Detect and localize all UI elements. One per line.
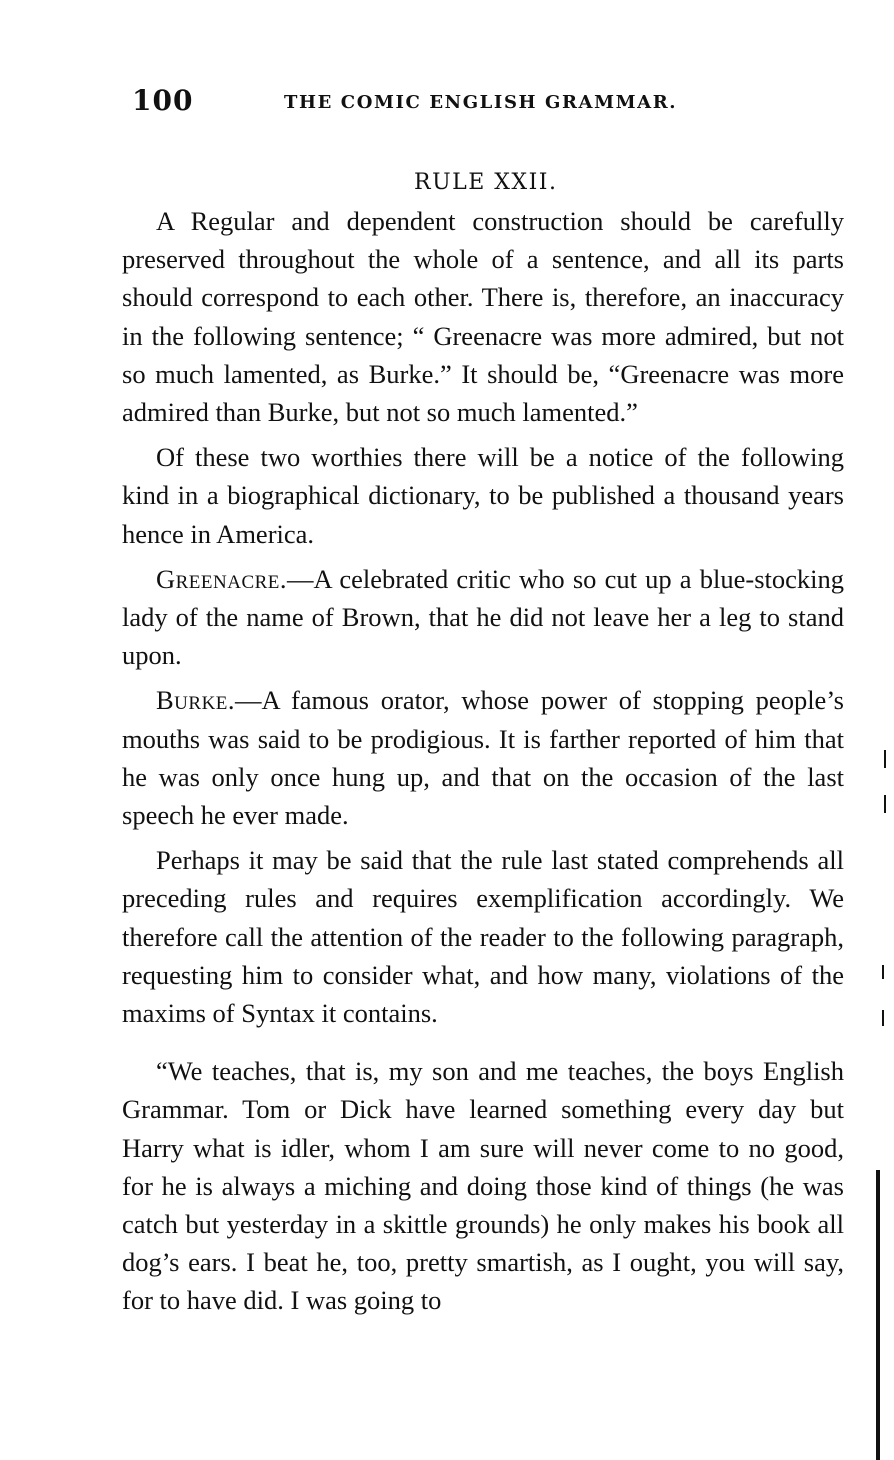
running-title: THE COMIC ENGLISH GRAMMAR.	[284, 92, 678, 113]
paragraph-rule-statement	[122, 202, 844, 431]
rule-heading: RULE XXII.	[414, 170, 558, 195]
paragraph-exemplification	[122, 841, 844, 1032]
page-header	[132, 84, 712, 120]
scan-edge-mark	[884, 795, 886, 813]
scan-edge-mark	[882, 965, 884, 979]
paragraph-text: Of these two worthies there will be a notice of the following kind in a biographical dictionary, to be published a thousand years hence in America.	[122, 442, 844, 549]
entry-headword-burke: Burke.	[156, 685, 236, 716]
page-number: 100	[132, 84, 194, 117]
paragraph-text: “We teaches, that is, my son and me teaches, the boys English Grammar. Tom or Dick have learned something every day but Harry what is idler, whom I am sure will never come to no good, for he is always a miching and doing those kind of things (he was catch but yesterday in a skittle grounds) he only makes his book all dog’s ears. I beat he, too, pretty smartish, as I ought, you will say, for to have did. I was going to	[122, 1056, 844, 1316]
paragraph-text: Perhaps it may be said that the rule last stated comprehends all preceding rules and requires exemplification accordingly. We therefore call the attention of the reader to the following paragraph, requesting him to consider what, and how many, violations of the maxims of Syntax it contains.	[122, 845, 844, 1029]
paragraph-text: —A celebrated critic who so cut up a blue-stocking lady of the name of Brown, that he did not leave her a leg to stand upon.	[122, 563, 844, 671]
scan-edge-bar	[876, 1170, 880, 1460]
scan-edge-mark	[884, 750, 886, 768]
paragraph-text: A Regular and dependent construction should be carefully preserved throughout the whole of a sentence, and all its parts should correspond to each other. There is, therefore, an inaccuracy in the following sentence; “ Greenacre was more admired, but not so much lamented, as Burke.” It should be, “Greenacre was more admired than Burke, but not so much lamented.”	[122, 206, 844, 428]
paragraph-quoted-example	[122, 1052, 844, 1319]
paragraph-burke-entry	[122, 681, 844, 834]
paragraph-greenacre-entry	[122, 560, 844, 675]
paragraph-worthies-notice	[122, 438, 844, 553]
paragraph-text: —A famous orator, whose power of stopping people’s mouths was said to be prodigious. It is farther reported of him that he was only once hung up, and that on the occasion of the last speech he ever made.	[122, 685, 844, 831]
scan-edge-mark	[882, 1010, 884, 1026]
body-text	[122, 202, 844, 1327]
entry-headword-greenacre: Greenacre.	[156, 563, 288, 594]
